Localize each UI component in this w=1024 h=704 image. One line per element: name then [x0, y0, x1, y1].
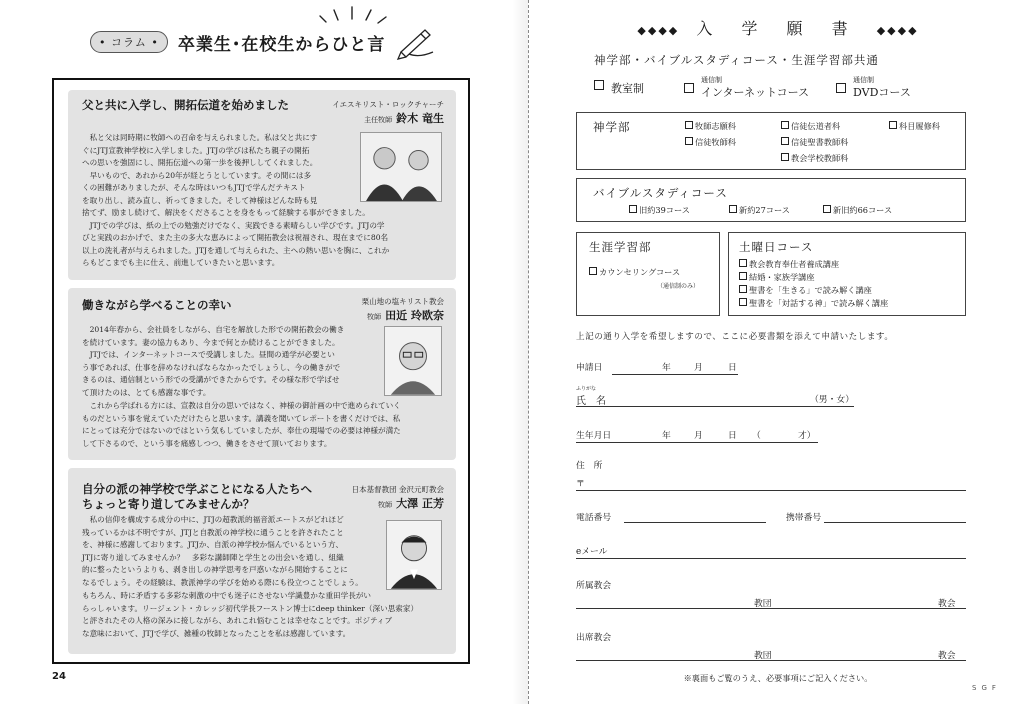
birth-label: 生年月日 — [576, 431, 612, 441]
postal-mark: 〒 — [576, 479, 585, 489]
birth-month-label: 月 — [694, 431, 703, 441]
shingakubu-box — [576, 112, 966, 170]
author-role: 主任牧師 — [364, 116, 393, 124]
article-card — [68, 468, 456, 654]
attending-field[interactable] — [576, 660, 966, 661]
option-checkbox[interactable]: 教会教育奉仕者養成講座 — [739, 259, 839, 270]
church-field[interactable] — [576, 608, 966, 609]
option-checkbox[interactable]: 信徒伝道者科 — [781, 121, 840, 132]
email-label: eメール — [576, 547, 608, 557]
birth-day-label: 日 — [728, 431, 737, 441]
church-name: 栗山地の塩キリスト教会 — [361, 297, 444, 306]
saturday-box — [728, 232, 966, 316]
year-label: 年 — [662, 363, 671, 373]
option-checkbox[interactable]: 結婚・家族学講座 — [739, 272, 815, 283]
pen-writing-icon — [395, 24, 435, 60]
option-checkbox[interactable]: 信徒牧師科 — [685, 137, 736, 148]
church-label: 所属教会 — [576, 581, 612, 591]
birth-field[interactable] — [576, 442, 818, 443]
article-author — [332, 99, 444, 126]
article-card — [68, 288, 456, 460]
church-suffix-label: 教会 — [938, 599, 956, 609]
apply-date-field[interactable] — [612, 374, 738, 375]
article-author — [362, 296, 444, 323]
article-body-wide: もちろん、時に矛盾する多彩な刺激の中でも迷子にさせない学識豊かな重田学長がい らっしゃいます。リージェント・カレッジ初代学長フーストン博士にdeep thinker（深い思索家） と評されたその人格の深みに接しながら、あれこれ悩むことは幸せなことです。ポジティブ な意味において、JTJで学び、雑種の牧師となったことを私は感謝しています。 — [82, 591, 419, 638]
birth-year-label: 年 — [662, 431, 671, 441]
option-checkbox[interactable]: 科目履修科 — [889, 121, 940, 132]
option-checkbox[interactable]: 牧師志願科 — [685, 121, 736, 132]
email-field[interactable] — [576, 558, 966, 559]
furigana-label: ふりがな — [576, 386, 597, 392]
option-checkbox[interactable]: 聖書を「生きる」で読み解く講座 — [739, 285, 872, 296]
section-title: 土曜日コース — [739, 240, 814, 254]
page-number: 24 — [52, 671, 66, 682]
author-photo — [384, 326, 442, 396]
article-body: 2014年春から、会社員をしながら、自宅を解放した形での開拓教会の働き を続けています。妻の協力もあり、今まで何とか続けることができました。 JTJでは、インターネットコースで受講しました。昼間の通学が必要とい う事であれば、仕事を辞めなければならなかったでしょうし、今の働きがで きるのは、通信制という形での受講ができたからです。その様な形で学ばせ て頂けたのは、とても感謝な事です。 — [82, 325, 345, 397]
course-option-classroom[interactable]: 教室制 — [594, 80, 644, 96]
form-title-text: 入 学 願 書 — [696, 19, 860, 38]
article-title: 父と共に入学し、開拓伝道を始めました — [82, 98, 289, 112]
checkbox[interactable] — [594, 80, 604, 90]
author-role: 牧師 — [378, 501, 393, 509]
checkbox[interactable] — [836, 83, 846, 93]
right-page — [532, 0, 1024, 704]
form-title — [532, 16, 1024, 39]
author-photo — [386, 520, 442, 590]
article-body-wide: これから学ばれる方には、宣教は自分の思いではなく、神様の御計画の中で進められていく ものだという事を覚えていただけたらと思います。講義を聞いてレポートを書くだけでは、私 にとっては充分ではないのではという気もしていましたが、奉仕の現場での必要は神様が満た して下さるので、という事を痛感しつつ、働きをさせて頂いております。 — [82, 401, 401, 448]
article-title: 自分の派の神学校で学ぶことになる人たちへ ちょっと寄り道してみませんか？ — [82, 482, 312, 511]
author-name: 大澤 正芳 — [396, 497, 444, 510]
checkbox[interactable] — [684, 83, 694, 93]
column-box — [52, 78, 470, 664]
apply-date-label: 申請日 — [576, 363, 603, 373]
option-checkbox[interactable]: カウンセリングコース — [589, 267, 680, 278]
name-field[interactable] — [576, 406, 854, 407]
corner-mark: SGF — [972, 684, 1001, 692]
section-title: 神学部 — [593, 120, 631, 134]
article-card — [68, 90, 456, 280]
column-tag: • コラム • — [90, 31, 168, 53]
sparkle-lines-icon — [318, 6, 388, 28]
article-title: 働きながら学べることの幸い — [82, 298, 232, 312]
section-title: バイブルスタディコース — [593, 186, 728, 200]
footer-note: ※裏面もご覧のうえ、必要事項にご記入ください。 — [683, 673, 873, 683]
name-label: 氏 名 — [576, 396, 606, 407]
article-body: 私の信仰を構成する成分の中に、JTJの超教派的福音派エートスがどれほど 残っているかは不明ですが、JTJと自教派の神学校に通うことを許されたこと を、神様に感謝しております。JTJか、自派の神学校か悩んでいるという方、 JTJに寄り道してみませんか？ 多彩な講師陣と学生との出会いを通し、組織 的に整ったというよりも、剥き出しの神学思考を戸惑いながら開始することに なるでしょう。その経験は、教派神学の学びを始める際にも役立つことでしょう。 — [82, 515, 363, 587]
author-name: 鈴木 竜生 — [396, 112, 444, 125]
attending-suffix-label: 教会 — [938, 651, 956, 661]
bible-study-box — [576, 178, 966, 222]
option-checkbox[interactable]: 新約27コース — [729, 205, 790, 216]
denomination-label: 教団 — [754, 599, 772, 609]
author-photo — [360, 132, 442, 202]
gender-label: （男・女） — [810, 395, 854, 405]
column-title: 卒業生･在校生からひと言 — [177, 34, 386, 55]
article-body: 私と父は同時期に牧師への召命を与えられました。私は父と共にす ぐにJTJ宣教神学校に入学しました。JTJの学びは私たち親子の開拓 への思いを強固にし、開拓伝道への第一歩を後押ししてくれました。 早いもので、あれから20年が経とうとしています。その間には多 くの困難がありましたが、そんな時はいつもJTJで学んだテキスト を取り出し、読み直し、祈ってきました。そして神様はどんな時も見 — [82, 133, 318, 205]
section-title: 生涯学習部 — [589, 240, 652, 254]
address-field[interactable] — [576, 490, 966, 491]
article-body-wide: 捨てず、励まし続けて、解決をくださることを身をもって経験する事ができました。 JTJでの学びは、紙の上での勉強だけでなく、実践できる素晴らしい学びです。JTJの学 びと実践のおかげで、また主の多大な恵みによって開拓教会は祝福され、現在までに80名 以上の洗礼者が与えられました。JTJを通して与えられた、主への熱い思いを胸に、これか らもどこまでも主に仕え、前進していきたいと思います。 — [82, 208, 390, 268]
option-checkbox[interactable]: 新旧約66コース — [823, 205, 892, 216]
mobile-field[interactable] — [824, 522, 966, 523]
age-label: 才） — [798, 431, 816, 441]
option-checkbox[interactable]: 聖書を「対話する神」で読み解く講座 — [739, 298, 888, 309]
church-name: 日本基督教団 金沢元町教会 — [351, 485, 444, 494]
course-option-dvd[interactable]: 通信制 DVDコース — [836, 76, 911, 100]
author-name: 田近 玲欧奈 — [385, 309, 444, 322]
option-checkbox[interactable]: 信徒聖書教師科 — [781, 137, 848, 148]
attending-label: 出席教会 — [576, 633, 612, 643]
month-label: 月 — [694, 363, 703, 373]
option-checkbox[interactable]: 旧約39コース — [629, 205, 690, 216]
address-label: 住 所 — [576, 461, 603, 471]
column-header — [90, 26, 435, 58]
course-option-internet[interactable]: 通信制 インターネットコース — [684, 76, 809, 100]
title-decoration-right: ◆◆◆◆ — [876, 24, 919, 37]
option-checkbox[interactable]: 教会学校教師科 — [781, 153, 848, 164]
church-name: イエスキリスト・ロックチャーチ — [332, 100, 444, 109]
article-author — [352, 484, 444, 511]
day-label: 日 — [728, 363, 737, 373]
attending-denomination-label: 教団 — [754, 651, 772, 661]
form-subtitle: 神学部・バイブルスタディコース・生涯学習部共通 — [594, 53, 879, 67]
age-open-label: （ — [752, 431, 761, 441]
author-role: 牧師 — [367, 313, 382, 321]
application-note: 上記の通り入学を希望しますので、ここに必要書類を添えて申請いたします。 — [576, 332, 894, 342]
mobile-label: 携帯番号 — [786, 513, 822, 523]
option-note: （通信制のみ） — [657, 283, 700, 290]
title-decoration-left: ◆◆◆◆ — [637, 24, 680, 37]
gutter-shadow — [512, 0, 528, 704]
phone-label: 電話番号 — [576, 513, 612, 523]
phone-field[interactable] — [624, 522, 766, 523]
shogai-box — [576, 232, 720, 316]
